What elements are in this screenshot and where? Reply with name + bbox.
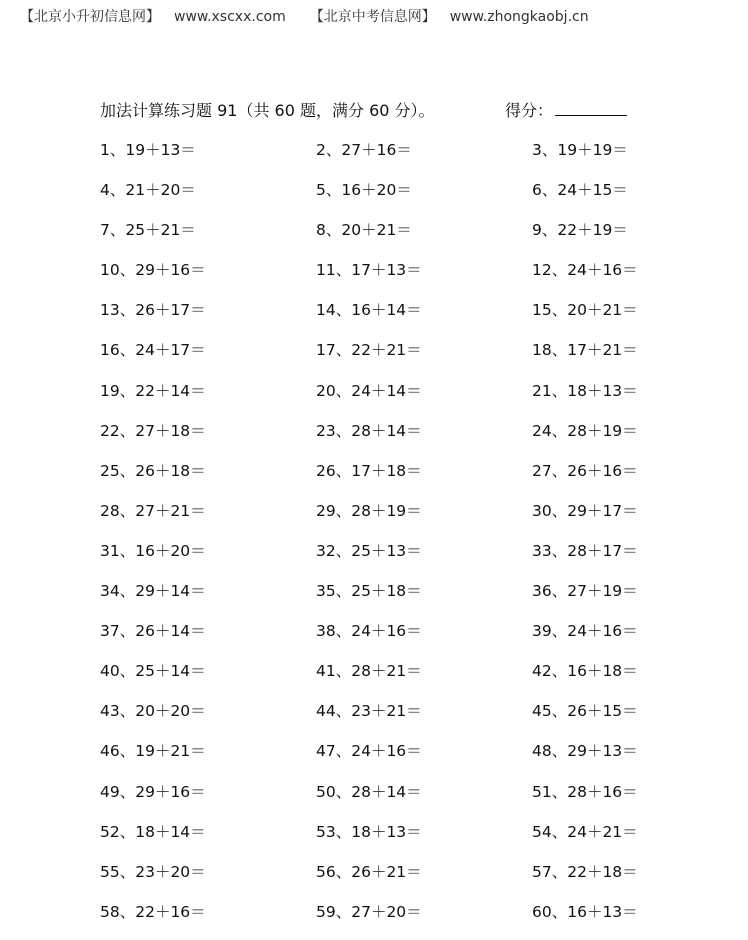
problem-item: 18、17＋21＝	[532, 341, 638, 360]
problem-item: 24、28＋19＝	[532, 421, 638, 440]
problem-row	[100, 379, 700, 419]
problem-item: 12、24＋16＝	[532, 261, 638, 280]
problem-item: 1、19＋13＝	[100, 141, 196, 159]
problem-item: 58、22＋16＝	[100, 902, 206, 921]
problem-item: 53、18＋13＝	[316, 822, 422, 841]
problem-item: 33、28＋17＝	[532, 541, 638, 560]
problem-item: 17、22＋21＝	[316, 341, 422, 360]
problem-item: 29、28＋19＝	[316, 501, 422, 520]
problem-item: 7、25＋21＝	[100, 221, 196, 240]
problem-item: 32、25＋13＝	[316, 541, 422, 560]
problem-item: 41、28＋21＝	[316, 662, 422, 681]
problem-row	[100, 820, 700, 860]
brand-label-secondary: 【北京中考信息网】	[309, 9, 436, 25]
problem-item: 43、20＋20＝	[100, 702, 206, 721]
problem-row	[100, 699, 700, 739]
problem-item: 45、26＋15＝	[532, 702, 638, 721]
problem-item: 46、19＋21＝	[100, 742, 206, 761]
problem-row	[100, 659, 700, 699]
problem-item: 47、24＋16＝	[316, 742, 422, 761]
problem-item: 38、24＋16＝	[316, 622, 422, 641]
problem-item: 2、27＋16＝	[316, 141, 412, 159]
problem-item: 23、28＋14＝	[316, 421, 422, 440]
problem-item: 42、16＋18＝	[532, 662, 638, 681]
score-field	[505, 98, 627, 121]
problem-row	[100, 218, 700, 258]
problem-row	[100, 860, 700, 900]
problem-item: 27、26＋16＝	[532, 461, 638, 480]
problem-item: 21、18＋13＝	[532, 381, 638, 400]
problem-row	[100, 178, 700, 218]
problem-item: 14、16＋14＝	[316, 301, 422, 320]
problem-row	[100, 298, 700, 338]
brand-label-primary: 【北京小升初信息网】	[20, 9, 160, 25]
problem-item: 15、20＋21＝	[532, 301, 638, 320]
problem-item: 40、25＋14＝	[100, 662, 206, 681]
problem-item: 3、19＋19＝	[532, 141, 628, 159]
problem-item: 8、20＋21＝	[316, 221, 412, 240]
page-header	[20, 6, 589, 26]
problem-item: 51、28＋16＝	[532, 782, 638, 801]
problem-item: 26、17＋18＝	[316, 461, 422, 480]
problem-item: 52、18＋14＝	[100, 822, 206, 841]
problem-item: 28、27＋21＝	[100, 501, 206, 520]
problem-row	[100, 739, 700, 779]
problem-row	[100, 579, 700, 619]
problem-item: 55、23＋20＝	[100, 862, 206, 881]
problem-item: 35、25＋18＝	[316, 582, 422, 601]
problem-item: 11、17＋13＝	[316, 261, 422, 280]
problem-row	[100, 780, 700, 820]
problem-item: 13、26＋17＝	[100, 301, 206, 320]
problem-row	[100, 499, 700, 539]
problem-item: 10、29＋16＝	[100, 261, 206, 280]
problem-item: 4、21＋20＝	[100, 181, 196, 200]
problem-grid	[100, 138, 700, 940]
problem-item: 49、29＋16＝	[100, 782, 206, 801]
problem-item: 57、22＋18＝	[532, 862, 638, 881]
problem-row	[100, 900, 700, 940]
problem-item: 31、16＋20＝	[100, 541, 206, 560]
problem-item: 6、24＋15＝	[532, 181, 628, 200]
problem-row	[100, 539, 700, 579]
problem-item: 50、28＋14＝	[316, 782, 422, 801]
score-label: 得分：	[505, 101, 554, 120]
problem-item: 54、24＋21＝	[532, 822, 638, 841]
worksheet-title-row	[100, 98, 660, 121]
problem-item: 39、24＋16＝	[532, 622, 638, 641]
problem-row	[100, 419, 700, 459]
problem-item: 5、16＋20＝	[316, 181, 412, 200]
problem-item: 37、26＋14＝	[100, 622, 206, 641]
problem-row	[100, 258, 700, 298]
problem-item: 9、22＋19＝	[532, 221, 628, 240]
score-blank	[555, 101, 627, 116]
problem-item: 59、27＋20＝	[316, 902, 422, 921]
problem-item: 25、26＋18＝	[100, 461, 206, 480]
worksheet-title: 加法计算练习题 91（共 60 题，满分 60 分）。	[100, 101, 435, 120]
problem-item: 20、24＋14＝	[316, 381, 422, 400]
problem-item: 36、27＋19＝	[532, 582, 638, 601]
problem-row	[100, 459, 700, 499]
problem-item: 30、29＋17＝	[532, 501, 638, 520]
problem-item: 48、29＋13＝	[532, 742, 638, 761]
problem-row	[100, 619, 700, 659]
problem-row	[100, 338, 700, 378]
problem-item: 19、22＋14＝	[100, 381, 206, 400]
problem-item: 44、23＋21＝	[316, 702, 422, 721]
problem-row	[100, 138, 700, 178]
problem-item: 34、29＋14＝	[100, 582, 206, 601]
problem-item: 22、27＋18＝	[100, 421, 206, 440]
site-link-primary[interactable]: www.xscxx.com	[174, 9, 286, 25]
problem-item: 16、24＋17＝	[100, 341, 206, 360]
problem-item: 60、16＋13＝	[532, 902, 638, 921]
site-link-secondary[interactable]: www.zhongkaobj.cn	[449, 9, 589, 25]
problem-item: 56、26＋21＝	[316, 862, 422, 881]
